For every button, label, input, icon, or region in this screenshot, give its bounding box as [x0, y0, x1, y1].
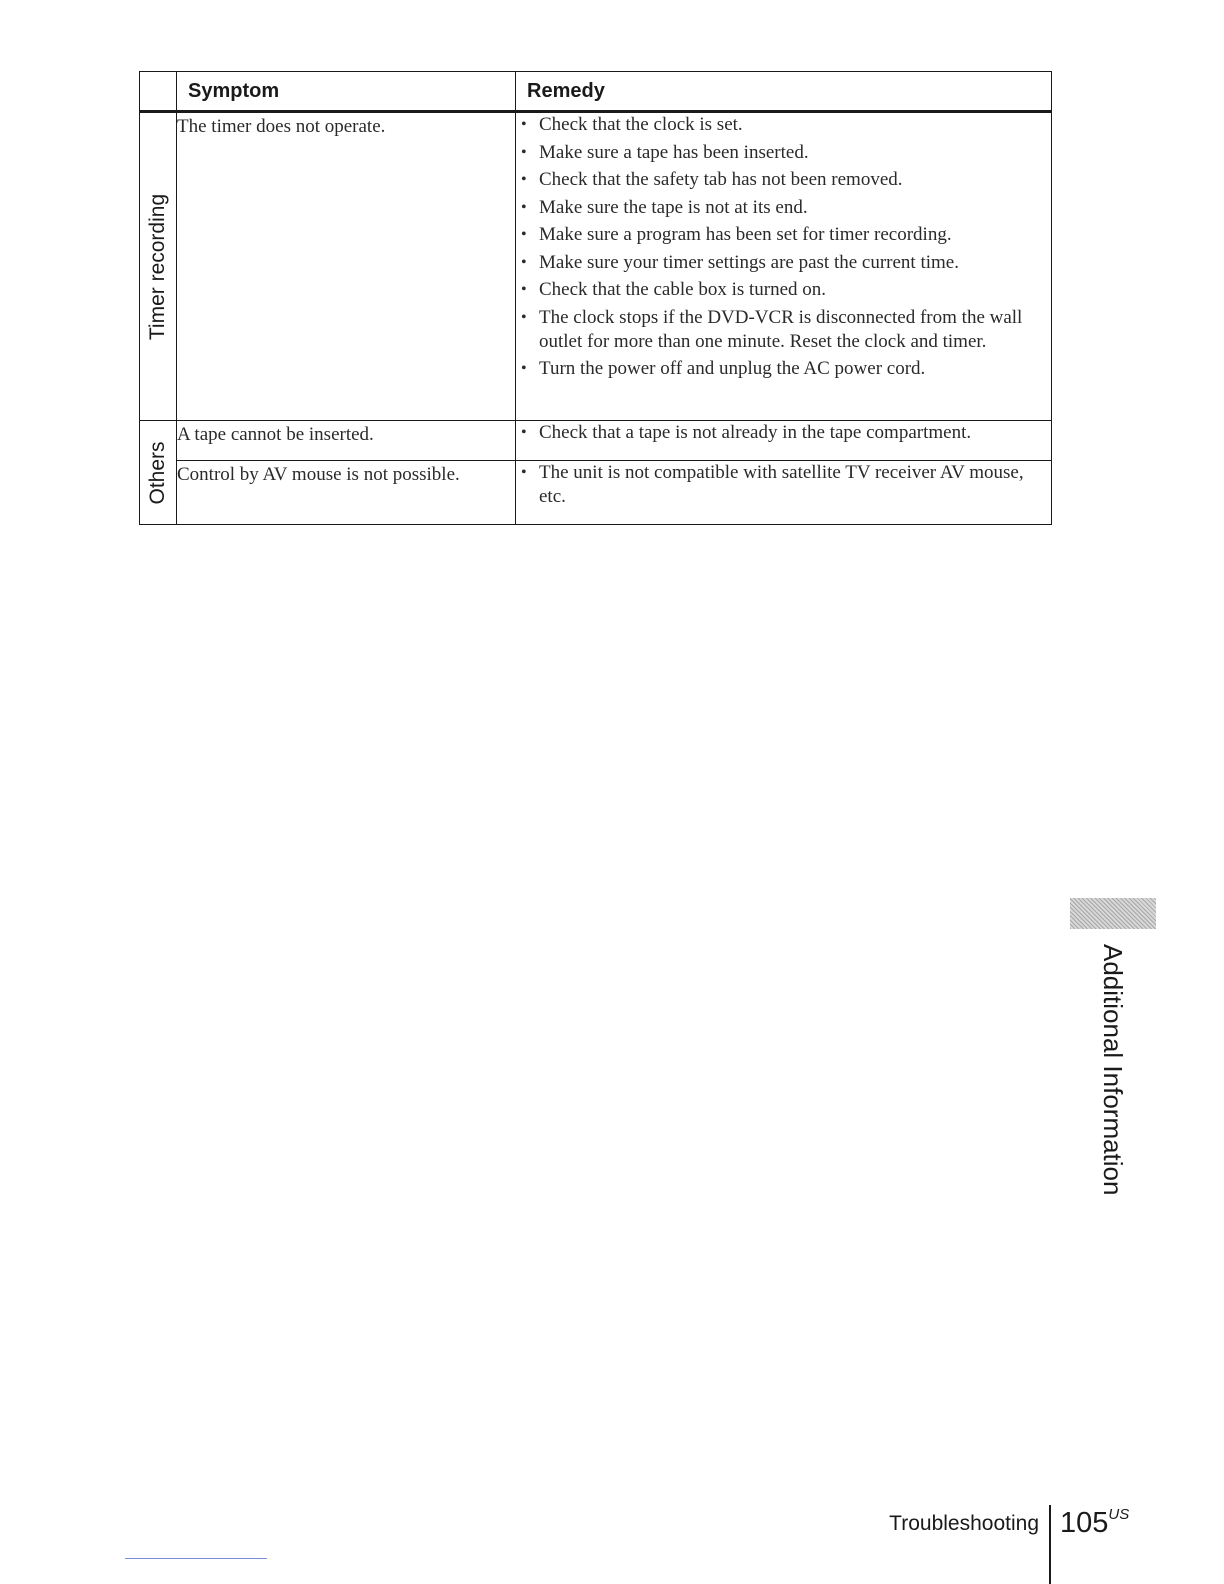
remedy-text: Make sure your timer settings are past the current time.: [539, 251, 959, 273]
bullet-icon: •: [521, 308, 527, 326]
list-item: [516, 461, 1051, 509]
footer-divider: [1049, 1505, 1051, 1584]
category-label-others: Others: [146, 440, 169, 505]
page-number-value: 105: [1060, 1507, 1109, 1539]
table-row: [140, 461, 1052, 525]
table-row: [140, 421, 1052, 461]
list-item: [516, 113, 1051, 137]
table-row: [140, 112, 1052, 421]
remedy-cell: [516, 112, 1052, 421]
bullet-icon: •: [521, 253, 527, 271]
remedy-header: Remedy: [516, 72, 1052, 112]
category-cell-others: [140, 421, 177, 525]
page-number: [1060, 1506, 1129, 1540]
troubleshooting-table: [139, 71, 1052, 525]
category-cell-timer: [140, 112, 177, 421]
symptom-cell: A tape cannot be inserted.: [177, 421, 516, 461]
remedy-text: Check that the clock is set.: [539, 114, 743, 135]
remedy-text: Check that the safety tab has not been removed.: [539, 169, 903, 190]
bullet-icon: •: [521, 143, 527, 161]
table-header-row: [140, 72, 1052, 112]
list-item: [516, 278, 1051, 302]
footer-section-title: Troubleshooting: [889, 1512, 1039, 1535]
list-item: [516, 168, 1051, 192]
list-item: [516, 251, 1051, 275]
bullet-icon: •: [521, 464, 527, 481]
remedy-cell: [516, 461, 1052, 525]
remedy-list: [516, 421, 1051, 445]
header-corner-cell: [140, 72, 177, 112]
remedy-text: Turn the power off and unplug the AC power cord.: [539, 358, 926, 379]
section-tab-band: [1070, 898, 1156, 929]
bullet-icon: •: [521, 171, 527, 188]
bullet-icon: •: [521, 360, 527, 377]
page-number-suffix: US: [1108, 1506, 1130, 1523]
remedy-text: Make sure a tape has been inserted.: [539, 141, 809, 163]
remedy-text: Make sure the tape is not at its end.: [539, 196, 808, 218]
remedy-text: The unit is not compatible with satellite TV receiver AV mouse, etc.: [539, 462, 1024, 507]
bullet-icon: •: [521, 198, 527, 216]
remedy-list: [516, 113, 1051, 381]
list-item: [516, 306, 1051, 354]
bullet-icon: •: [521, 226, 527, 243]
category-label-timer-recording: Timer recording: [146, 193, 169, 340]
list-item: [516, 357, 1051, 381]
symptom-cell: Control by AV mouse is not possible.: [177, 461, 516, 525]
section-tab-label: [1096, 944, 1128, 1197]
remedy-list: [516, 461, 1051, 509]
list-item: [516, 223, 1051, 247]
remedy-cell: [516, 421, 1052, 461]
list-item: [516, 141, 1051, 165]
symptom-header: Symptom: [177, 72, 516, 112]
bullet-icon: •: [521, 116, 527, 133]
bullet-icon: •: [521, 281, 527, 298]
remedy-text: Check that a tape is not already in the tape compartment.: [539, 422, 972, 443]
remedy-text: Make sure a program has been set for timer recording.: [539, 224, 952, 245]
symptom-cell: The timer does not operate.: [177, 112, 516, 421]
bottom-link-underline: [125, 1558, 267, 1559]
list-item: [516, 196, 1051, 220]
list-item: [516, 421, 1051, 445]
section-tab-text: Additional Information: [1098, 944, 1128, 1196]
remedy-text: The clock stops if the DVD-VCR is disconnected from the wall outlet for more than one minute. Reset the clock and timer.: [539, 306, 1023, 352]
remedy-text: Check that the cable box is turned on.: [539, 279, 827, 300]
bullet-icon: •: [521, 424, 527, 441]
